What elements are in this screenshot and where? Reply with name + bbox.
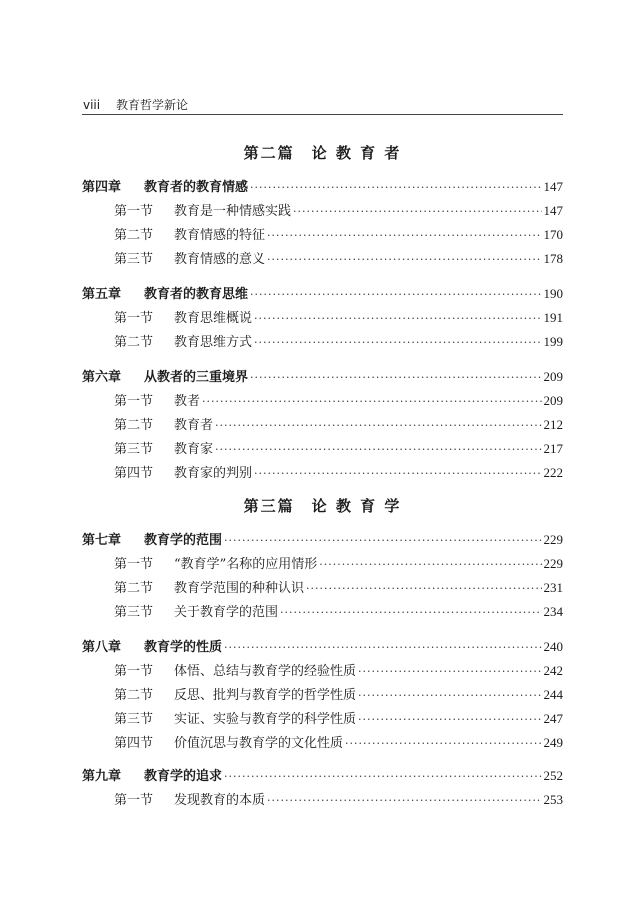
section-title: 教育家: [174, 442, 214, 457]
section-title: 价值沉思与教育学的文化性质: [174, 736, 344, 751]
section-title: 教者: [174, 394, 201, 409]
toc-chapter-entry[interactable]: [82, 766, 563, 786]
page-number: 147: [543, 179, 563, 194]
leader-dots: [345, 734, 541, 754]
page-number: 229: [543, 532, 563, 547]
page-number: 234: [543, 604, 563, 619]
chapter-number: 第五章: [82, 287, 122, 302]
leader-dots: [250, 178, 541, 198]
section-title: 教育情感的特征: [174, 228, 266, 243]
section-title: 教育家的判别: [174, 466, 253, 481]
section-title: 教育学范围的种种认识: [174, 581, 305, 596]
section-number: 第二节: [114, 335, 154, 350]
section-title: 发现教育的本质: [174, 793, 266, 808]
page-number: 212: [543, 417, 563, 432]
chapter-number: 第七章: [82, 533, 122, 548]
leader-dots: [202, 392, 541, 412]
toc-section-entry[interactable]: [82, 733, 563, 753]
leader-dots: [280, 603, 541, 623]
toc-chapter-entry[interactable]: [82, 637, 563, 657]
toc-section-entry[interactable]: [82, 554, 563, 574]
header-book-title: 教育哲学新论: [115, 98, 188, 112]
leader-dots: [250, 285, 541, 305]
page-number: 190: [543, 286, 563, 301]
leader-dots: [267, 250, 541, 270]
page-number: 249: [543, 735, 563, 750]
leader-dots: [267, 226, 541, 246]
page-number: 209: [543, 369, 563, 384]
toc-section-entry[interactable]: [82, 685, 563, 705]
toc-section-entry[interactable]: [82, 225, 563, 245]
header-divider: [82, 114, 563, 115]
section-title: 教育思维概说: [174, 311, 253, 326]
leader-dots: [358, 686, 541, 706]
toc-section-entry[interactable]: [82, 439, 563, 459]
leader-dots: [215, 440, 541, 460]
chapter-title: 教育学的追求: [144, 769, 223, 784]
leader-dots: [224, 531, 541, 551]
page-number: 199: [543, 334, 563, 349]
section-title: “教育学”名称的应用情形: [174, 557, 318, 572]
toc-chapter-entry[interactable]: [82, 284, 563, 304]
section-number: 第一节: [114, 311, 154, 326]
section-number: 第一节: [114, 557, 154, 572]
page-number: 247: [543, 711, 563, 726]
leader-dots: [224, 767, 541, 787]
part-title: 第三篇 论 教 育 学: [243, 497, 402, 515]
page-number: 217: [543, 441, 563, 456]
leader-dots: [358, 710, 541, 730]
section-number: 第二节: [114, 688, 154, 703]
chapter-number: 第六章: [82, 370, 122, 385]
toc-section-entry[interactable]: [82, 249, 563, 269]
section-title: 教育情感的意义: [174, 252, 266, 267]
toc-section-entry[interactable]: [82, 463, 563, 483]
section-number: 第三节: [114, 605, 154, 620]
section-number: 第二节: [114, 581, 154, 596]
toc-section-entry[interactable]: [82, 201, 563, 221]
section-number: 第二节: [114, 418, 154, 433]
section-number: 第二节: [114, 228, 154, 243]
chapter-title: 教育者的教育情感: [144, 180, 249, 195]
section-number: 第一节: [114, 664, 154, 679]
chapter-title: 教育学的性质: [144, 640, 223, 655]
toc-section-entry[interactable]: [82, 602, 563, 622]
leader-dots: [293, 202, 541, 222]
section-number: 第一节: [114, 394, 154, 409]
page-number: 222: [543, 465, 563, 480]
section-number: 第三节: [114, 712, 154, 727]
page-number: 231: [543, 580, 563, 595]
section-title: 教育思维方式: [174, 335, 253, 350]
section-number: 第三节: [114, 252, 154, 267]
section-title: 体悟、总结与教育学的经验性质: [174, 664, 357, 679]
toc-section-entry[interactable]: [82, 415, 563, 435]
page-number: 147: [543, 203, 563, 218]
toc-section-entry[interactable]: [82, 332, 563, 352]
toc-chapter-entry[interactable]: [82, 177, 563, 197]
section-number: 第三节: [114, 442, 154, 457]
running-header: [83, 96, 563, 114]
chapter-number: 第四章: [82, 180, 122, 195]
leader-dots: [306, 579, 541, 599]
page-number: 178: [543, 251, 563, 266]
leader-dots: [250, 368, 541, 388]
toc-section-entry[interactable]: [82, 308, 563, 328]
leader-dots: [319, 555, 541, 575]
page-number: 242: [543, 663, 563, 678]
page-number: 244: [543, 687, 563, 702]
section-number: 第一节: [114, 793, 154, 808]
page-number: 253: [543, 792, 563, 807]
section-title: 关于教育学的范围: [174, 605, 279, 620]
leader-dots: [254, 464, 541, 484]
page-number: 240: [543, 639, 563, 654]
leader-dots: [254, 309, 541, 329]
toc-section-entry[interactable]: [82, 709, 563, 729]
leader-dots: [215, 416, 541, 436]
page-number: 229: [543, 556, 563, 571]
chapter-number: 第九章: [82, 769, 122, 784]
chapter-number: 第八章: [82, 640, 122, 655]
header-page-number: viii: [83, 98, 101, 112]
leader-dots: [254, 333, 541, 353]
section-title: 教育者: [174, 418, 214, 433]
toc-section-entry[interactable]: [82, 790, 563, 810]
section-number: 第四节: [114, 466, 154, 481]
toc-chapter-entry[interactable]: [82, 530, 563, 550]
part-title: 第二篇 论 教 育 者: [243, 144, 402, 162]
chapter-title: 从教者的三重境界: [144, 370, 249, 385]
page-number: 170: [543, 227, 563, 242]
chapter-title: 教育者的教育思维: [144, 287, 249, 302]
page-number: 191: [543, 310, 563, 325]
chapter-title: 教育学的范围: [144, 533, 223, 548]
section-number: 第四节: [114, 736, 154, 751]
toc-section-entry[interactable]: [82, 578, 563, 598]
section-title: 教育是一种情感实践: [174, 204, 292, 219]
leader-dots: [224, 638, 541, 658]
toc-chapter-entry[interactable]: [82, 367, 563, 387]
section-number: 第一节: [114, 204, 154, 219]
section-title: 实证、实验与教育学的科学性质: [174, 712, 357, 727]
leader-dots: [267, 791, 541, 811]
page-number: 252: [543, 768, 563, 783]
toc-section-entry[interactable]: [82, 661, 563, 681]
toc-section-entry[interactable]: [82, 391, 563, 411]
section-title: 反思、批判与教育学的哲学性质: [174, 688, 357, 703]
leader-dots: [358, 662, 541, 682]
page-number: 209: [543, 393, 563, 408]
